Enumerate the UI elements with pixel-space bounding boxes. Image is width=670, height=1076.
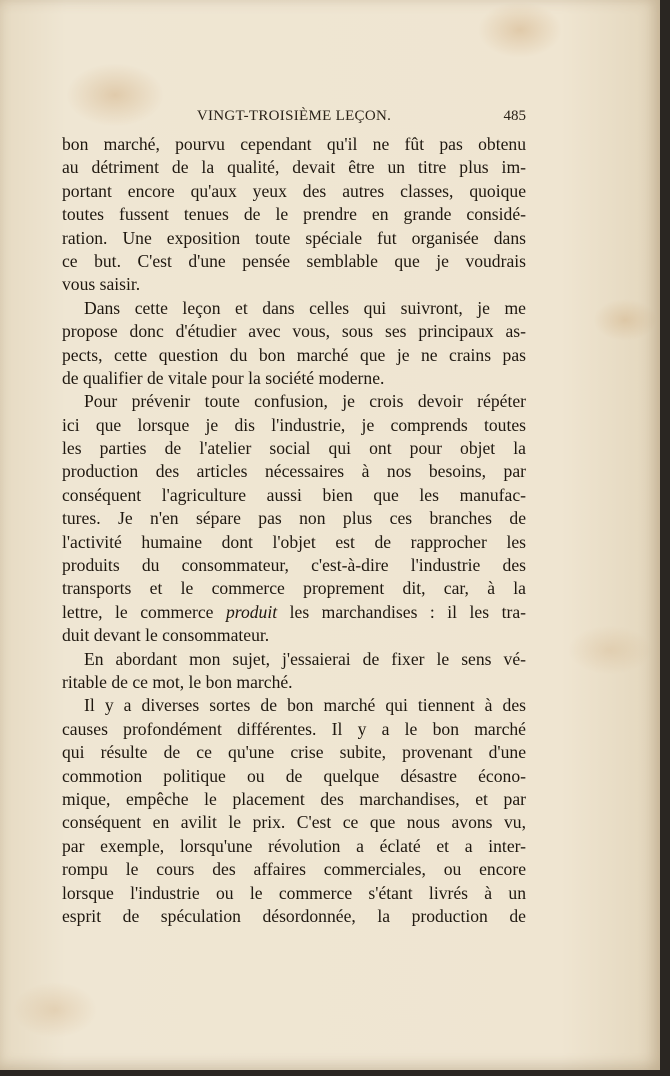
page-header (62, 108, 526, 130)
text-line: production des articles nécessaires à nos besoins, par (62, 461, 526, 482)
text-line: ration. Une exposition toute spéciale fut organisée dans (62, 227, 526, 248)
text-line: transports et le commerce proprement dit, car, à la (62, 578, 526, 599)
text-line: lorsque l'industrie ou le commerce s'étant livrés à un (62, 882, 526, 903)
text-line: toutes fussent tenues de le prendre en grande considé- (62, 204, 526, 225)
text-line: causes profondément différentes. Il y a le bon marché (62, 718, 526, 739)
text-line: vous saisir. (62, 274, 141, 295)
text-line: rompu le cours des affaires commerciales, ou encore (62, 859, 526, 880)
text-line: produits du consommateur, c'est-à-dire l'industrie des (62, 555, 526, 576)
text-line: conséquent en avilit le prix. C'est ce que nous avons vu, (62, 812, 526, 833)
running-head: VINGT-TROISIÈME LEÇON. (196, 108, 392, 124)
text-line: ici que lorsque je dis l'industrie, je comprends toutes (62, 414, 526, 435)
text-line: ritable de ce mot, le bon marché. (62, 671, 293, 692)
emphasized-word: produit (225, 601, 278, 622)
text-line: par exemple, lorsqu'une révolution a éclaté et a inter- (62, 835, 526, 856)
page-number: 485 (503, 108, 526, 124)
text-line: les parties de l'atelier social qui ont pour objet la (62, 438, 526, 459)
text-line: Pour prévenir toute confusion, je crois devoir répéter (84, 391, 526, 412)
text-line: l'activité humaine dont l'objet est de rapprocher les (62, 531, 526, 552)
text-line (62, 601, 526, 624)
text-line: ce but. C'est d'une pensée semblable que je voudrais (62, 250, 526, 271)
text-line: esprit de spéculation désordonnée, la production de (62, 905, 526, 926)
text-line: au détriment de la qualité, devait être un titre plus im- (62, 157, 526, 178)
text-line: bon marché, pourvu cependant qu'il ne fût pas obtenu (62, 134, 526, 154)
text-segment: les marchandises : il les tra- (277, 601, 526, 622)
text-line: commotion politique ou de quelque désastre écono- (62, 765, 526, 786)
text-line: mique, empêche le placement des marchandises, et par (62, 788, 526, 809)
text-line: tures. Je n'en sépare pas non plus ces branches de (62, 508, 526, 529)
text-line: propose donc d'étudier avec vous, sous ses principaux as- (62, 321, 526, 342)
text-line: de qualifier de vitale pour la société moderne. (62, 367, 385, 388)
text-segment: lettre, le commerce (62, 601, 226, 622)
text-line: Il y a diverses sortes de bon marché qui tiennent à des (84, 695, 526, 716)
text-line: Dans cette leçon et dans celles qui suivront, je me (84, 297, 526, 318)
text-line: portant encore qu'aux yeux des autres classes, quoique (62, 180, 526, 201)
text-line: pects, cette question du bon marché que je ne crains pas (62, 344, 526, 365)
text-line: En abordant mon sujet, j'essaierai de fixer le sens vé- (84, 648, 526, 669)
text-line: duit devant le consommateur. (62, 625, 270, 646)
text-line: conséquent l'agriculture aussi bien que les manufac- (62, 484, 526, 505)
text-body (62, 133, 526, 928)
text-line: qui résulte de ce qu'une crise subite, provenant d'une (62, 742, 526, 763)
